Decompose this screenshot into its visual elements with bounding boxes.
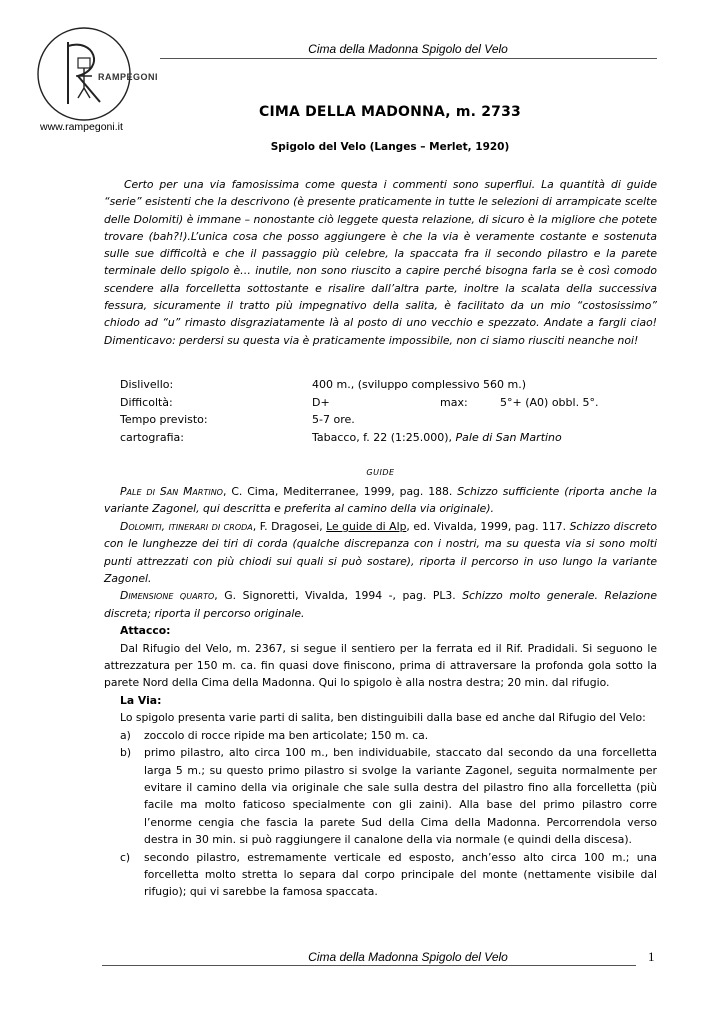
via-intro-text: Lo spigolo presenta varie parti di salita, ben distinguibili dalla base ed anche dal Rifugio del Velo: (120, 711, 646, 725)
list-marker: a) (120, 728, 131, 742)
attacco-text: Dal Rifugio del Velo, m. 2367, si segue il sentiero per la ferrata ed il Rif. Pradidali. Si seguono le attrezzatura per 150 m. ca. fin quasi dove finiscono, prima di attraversare la profonda gola sotto la parete Nord della Cima della Madonna. Qui lo spigolo è alla nostra destra; 20 min. dal rifugio. (104, 641, 657, 690)
max-label: max: (440, 395, 468, 409)
guide-2-note: Schizzo discreto con le lunghezze dei tiri di corda (qualche discrepanza con i nostri, ma su questa via si sono molti punti attrezzati con più chiodi sui quali si può sostare), riporta il percorso in uso lungo la variante Zagonel. (104, 519, 657, 586)
website-url[interactable]: www.rampegoni.it (40, 121, 123, 133)
running-footer: Cima della Madonna Spigolo del Velo (308, 950, 508, 964)
attacco-heading: Attacco: (120, 624, 171, 638)
guide-2-text-b: , ed. Vivalda, 1999, pag. 117. (406, 519, 570, 533)
tempo-label: Tempo previsto: (120, 413, 208, 426)
cartografia-text: Tabacco, f. 22 (1:25.000), (312, 430, 456, 444)
main-body (104, 483, 657, 901)
guide-3-note: Schizzo molto generale. Relazione discreta; riporta il percorso originale. (104, 589, 657, 620)
list-item (104, 727, 657, 744)
logo-brand-text: RAMPEGONI (98, 72, 159, 82)
via-heading: La Via: (120, 693, 162, 707)
guide-entry-1 (104, 483, 657, 518)
guide-3-title: Dimensione quarto (120, 589, 215, 603)
tempo-value: 5-7 ore. (312, 413, 355, 426)
info-row-tempo (120, 413, 599, 431)
dislivello-value: 400 m., (sviluppo complessivo 560 m.) (312, 378, 527, 391)
route-sections-list (104, 727, 657, 901)
route-info-table (120, 378, 599, 448)
guide-heading: GUIDE (366, 468, 395, 477)
list-item-text: primo pilastro, alto circa 100 m., ben individuabile, staccato dal secondo da una forcelletta larga 5 m.; su questo primo pilastro si svolge la variante Zagonel, seguita normalmente per evitare il camino della via originale che sale sulla destra del pilastro fino alla forcelletta (più facile ma molto faticoso specialmente con gli zaini). Alla base del primo pilastro corre l’enorme cengia che fascia la parete Sud della Cima della Madonna. Percorrendola verso destra in 30 min. si può raggiungere il canalone della via normale (e quindi della discesa). (144, 746, 657, 847)
page-number: 1 (648, 949, 655, 964)
guide-entry-2 (104, 518, 657, 588)
info-row-dislivello (120, 378, 599, 396)
list-item-text: secondo pilastro, estremamente verticale ed esposto, anch’esso alto circa 100 m.; una forcelletta molto stretta lo separa dal corpo principale del monte (nettamente visibile dal rifugio); qui vi sarebbe la famosa spaccata. (144, 850, 657, 899)
guide-3-text: , G. Signoretti, Vivalda, 1994 -, pag. PL3. (214, 589, 463, 603)
guide-1-text: , C. Cima, Mediterranee, 1999, pag. 188. (222, 485, 458, 498)
footer-rule (102, 965, 636, 966)
dislivello-label: Dislivello: (120, 378, 174, 391)
difficolta-value: D+ (312, 395, 330, 409)
list-marker: b) (120, 746, 132, 760)
difficolta-label: Difficoltà: (120, 395, 173, 409)
info-row-cartografia (120, 431, 599, 449)
list-item (104, 744, 657, 848)
header-rule (160, 58, 657, 59)
page-subtitle: Spigolo del Velo (Langes – Merlet, 1920) (270, 141, 510, 153)
guide-1-note: Schizzo sufficiente (riporta anche la variante Zagonel, qui descritta e preferita al camino della via originale). (104, 485, 657, 516)
guide-entry-3 (104, 587, 657, 622)
list-item-text: zoccolo di rocce ripide ma ben articolate; 150 m. ca. (144, 728, 429, 742)
list-item (104, 849, 657, 901)
guide-2-link[interactable]: Le guide di Alp (326, 519, 407, 533)
guide-2-title: Dolomiti, itinerari di croda (120, 519, 253, 533)
info-row-difficolta (120, 396, 599, 414)
cartografia-map-name: Pale di San Martino (455, 430, 562, 444)
page-title: CIMA DELLA MADONNA, m. 2733 (258, 104, 521, 120)
cartografia-label: cartografia: (120, 430, 184, 444)
intro-paragraph: Certo per una via famosissima come questa i commenti sono superflui. La quantità di guide “serie” esistenti che la descrivono (è presente praticamente in tutte le selezioni di arrampicate scelte delle Dolomiti) è immane – nonostante ciò leggete questa relazione, di sicuro è la migliore che potete trovare (bah?!).L’unica cosa che posso aggiungere è che la via è veramente costante e sostenuta sulle sue difficoltà e che il passaggio più celebre, la spaccata fra il secondo pilastro e la parete terminale dello spigolo è… inutile, non sono riuscito a capire perché bisogna farla se è così comodo scendere alla forcelletta sottostante e risalire dall’altra parte, inoltre la scalata della successiva fessura, sicuramente il tratto più impegnativo della salita, è facilitato da un mio “costosissimo” chiodo ad “u” rimasto disgraziatamente là al posto di uno vecchio e spezzato. Andate a fargli ciao! Dimenticavo: perdersi su questa via è praticamente impossibile, non ci siamo riusciti neanche noi! (104, 178, 657, 347)
cartografia-value (312, 431, 599, 449)
running-header: Cima della Madonna Spigolo del Velo (308, 42, 508, 56)
list-marker: c) (120, 850, 131, 864)
max-value: 5°+ (A0) obbl. 5°. (500, 395, 599, 409)
guide-2-text-a: , F. Dragosei, (252, 519, 327, 533)
guide-1-title: Pale di San Martino (120, 485, 223, 498)
